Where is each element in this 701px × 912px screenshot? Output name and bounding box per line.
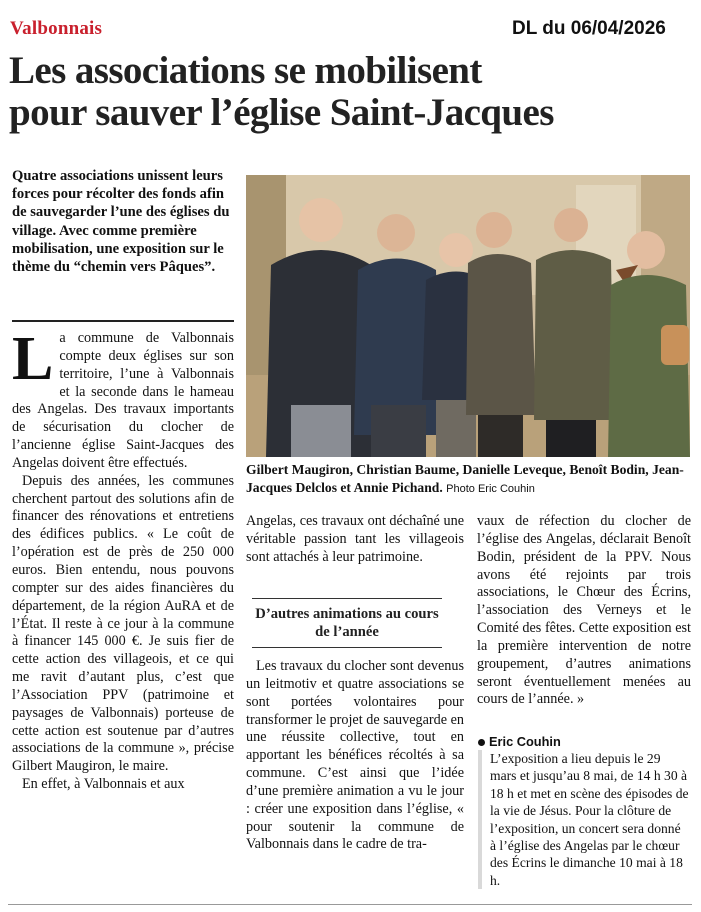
article-column-3 (477, 513, 691, 709)
group-photo-illustration (246, 175, 690, 457)
intertitle: D’autres animations au cours de l’année (252, 598, 442, 648)
article-column-2-continued (246, 658, 464, 854)
caption-credit: Photo Eric Couhin (446, 482, 535, 495)
paragraph-3-start: En effet, à Valbonnais et aux (22, 776, 185, 793)
source-date: DL du 06/04/2026 (512, 18, 666, 39)
article-column-1 (12, 325, 234, 794)
paragraph-5: vaux de réfection du clocher de l’église des Angelas, déclarait Benoît Bodin, président de la PPV. Nous avons été rejoints par trois associations, le Chœur des Écrins, l’association des Verneys et le Comité des fêtes. Cette exposition est la première intervention de notre groupement, d’autres animations seront éventuellement menées au cours de l’année. » (477, 513, 691, 708)
author-name: Eric Couhin (489, 734, 561, 749)
photo-caption (246, 461, 692, 498)
page-bottom-rule (8, 904, 692, 905)
info-box: L’exposition a lieu depuis le 29 mars et jusqu’au 8 mai, de 14 h 30 à 18 h et met en scène des épisodes de la vie de Jésus. Pour la clôture de l’exposition, un concert sera donné à l’église des Angelas par le chœur des Écrins le dimanche 10 mai à 18 h. (478, 750, 690, 889)
article-column-2 (246, 513, 464, 567)
paragraph-2: Depuis des années, les communes cherchent partout des solutions afin de financer des rénovations et entretiens des édifices publics. « Le coût de l’opération est de près de 250 000 euros. Bien entendu, nous pouvons compter sur des aides financières du département, de la région AuRA et de l’État. Il reste à ce jour à la commune à financer 145 000 €. Je suis fier de cette action des villageois, et ce qui me ravit d’autant plus, c’est que l’Association PPV (patrimoine et paysages de Valbonnais) porteuse de cette action est soutenue par d’autres associations de la commune », précise Gilbert Maugiron, le maire. (12, 472, 234, 775)
article-headline (9, 50, 699, 134)
paragraph-1 (12, 325, 234, 473)
paragraph-3-end: Angelas, ces travaux ont déchaîné une véritable passion tant les villageois sont attachés à leur patrimoine. (246, 513, 464, 565)
paragraph-4: Les travaux du clocher sont devenus un leitmotiv et quatre associations se sont portées volontaires pour transformer le projet de sauvegarde en une réussite collective, tout en apportant les bénéfices récoltés à sa commune. C’est ainsi que l’idée d’une première animation a vu le jour : créer une exposition dans l’église, « pour soutenir la commune de Valbonnais dans le cadre de tra- (246, 658, 464, 853)
caption-names: Gilbert Maugiron, Christian Baume, Danielle Leveque, Benoît Bodin, Jean-Jacques Delclos et Annie Pichand. (246, 462, 684, 495)
headline-line-2: pour sauver l’église Saint-Jacques (9, 91, 554, 134)
lead-divider (12, 320, 234, 322)
dropcap-letter: L (12, 325, 54, 393)
paragraph-1-text: a commune de Valbonnais compte deux églises sur son territoire, l’une à Valbonnais et la seconde dans le hameau des Angelas. Des travaux importants de sécurisation du clocher de l’ancienne église Saint-Jacques des Angelas doivent être effectués. (12, 330, 234, 471)
article-lead: Quatre associations unissent leurs forces pour récolter des fonds afin de sauvegarder l’une des églises du village. Avec comme première mobilisation, une exposition sur le thème du “chemin vers Pâques”. (12, 168, 230, 276)
section-rubric: Valbonnais (10, 18, 103, 39)
article-photo (246, 175, 690, 457)
headline-line-1: Les associations se mobilisent (9, 49, 482, 92)
author-signature (478, 734, 561, 749)
bullet-icon (478, 739, 485, 746)
